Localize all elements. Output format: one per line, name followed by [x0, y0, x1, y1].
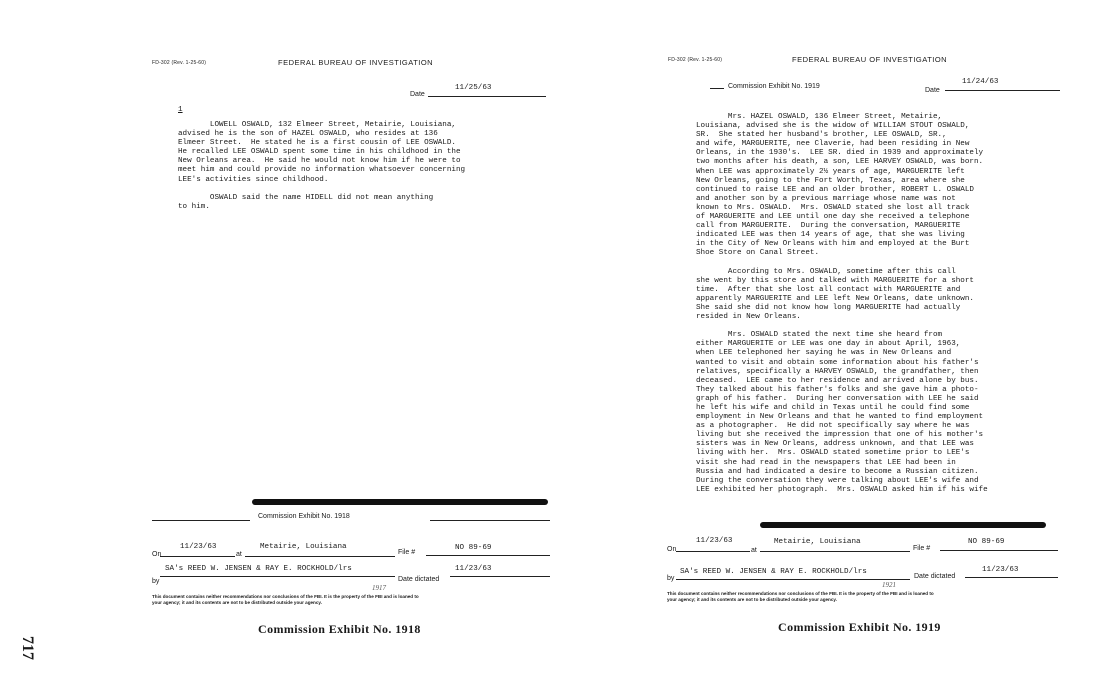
- exhibit-bar: [760, 522, 1046, 528]
- exhibit-rule-right: [430, 520, 550, 521]
- at-rule: [760, 551, 910, 552]
- by-label: by: [152, 578, 160, 585]
- file-number: NO 89-69: [455, 544, 492, 552]
- date-rule: [428, 96, 546, 97]
- form-number: FD-302 (Rev. 1-25-60): [668, 57, 723, 63]
- dictated-rule: [450, 576, 550, 577]
- disclaimer: This document contains neither recommendations nor conclusions of the FBI. It is the property of the FBI and is loaned to your agency; it and its contents are not to be distributed outside your agency.: [152, 594, 419, 605]
- report-body: LOWELL OSWALD, 132 Elmeer Street, Metairie, Louisiana, advised he is the son of HAZEL OSWALD, who resides at 136 Elmeer Street. He stated he is a first cousin of LEE OSWALD. He recalled LEE OSWALD spent some time in his childhood in the New Orleans area. He said he would not know him if he were to meet him and could provide no information whatsoever concerning LEE's activities since childhood. OSWALD said the name HIDELL did not mean anything to him.: [178, 121, 466, 211]
- exhibit-bar: [252, 499, 548, 505]
- file-label: File #: [913, 545, 931, 552]
- interview-date: 11/23/63: [696, 537, 733, 545]
- dictated-date: 11/23/63: [455, 565, 492, 573]
- exhibit-top-label: Commission Exhibit No. 1919: [728, 83, 820, 90]
- date-label: Date: [410, 91, 425, 98]
- file-rule: [426, 555, 550, 556]
- by-label: by: [667, 575, 675, 582]
- on-label: On: [152, 551, 162, 558]
- on-label: On: [667, 546, 677, 553]
- handwritten-page-number: 1917: [372, 584, 386, 592]
- report-body: Mrs. HAZEL OSWALD, 136 Elmeer Street, Metairie, Louisiana, advised she is the widow of WILLIAM STOUT OSWALD, SR. She stated her husband's brother, LEE OSWALD, SR., and wife, MARGUERITE, nee Claverie, had been residing in New Orleans, in the 1930's. LEE SR. died in 1939 and approximately two months after his death, a son, LEE HARVEY OSWALD, was born. When LEE was approximately 2½ years of age, MARGUERITE left New Orleans, going to the Fort Worth, Texas, area where she continued to raise LEE and an older brother, ROBERT L. OSWALD and another son by a previous marriage whose name was not known to Mrs. OSWALD. Mrs. OSWALD stated she lost all track of MARGUERITE and LEE until one day she received a telephone call from MARGUERITE. During the conversation, MARGUERITE indicated LEE was then 14 years of age, that she was living in the City of New Orleans with him and employed at the Burt Shoe Store on Canal Street. According to Mrs. OSWALD, sometime after this call she went by this store and talked with MARGUERITE for a short time. After that she lost all contact with MARGUERITE and apparently MARGUERITE and LEE left New Orleans, date unknown. She said she did not know how long MARGUERITE had actually resided in New Orleans. Mrs. OSWALD stated the next time she heard from either MARGUERITE or LEE was one day in about April, 1963, when LEE telephoned her saying he was in New Orleans and wanted to visit and obtain some information about his father's relatives, specifically a HARVEY OSWALD, the grandfather, then deceased. LEE came to her residence and arrived alone by bus. They talked about his father's folks and she gave him a photo- graph of his father. During her conversation with LEE he said he left his wife and child in Texas until he could find some employment in New Orleans and that he wanted to find employment as a photographer. He did not specifically say where he was living but she received the impression that one of his mother's sisters was in New Orleans, address unknown, and that LEE was living with her. Mrs. OSWALD stated sometime prior to LEE's visit she had read in the newspapers that LEE had been in Russia and had indicated a desire to become a Russian citizen. During the conversation they were talking about LEE's wife and LEE exhibited her photograph. Mrs. OSWALD asked him if his wife: [696, 113, 988, 494]
- interview-date: 11/23/63: [180, 543, 217, 551]
- dictated-label: Date dictated: [914, 573, 956, 580]
- date-label: Date: [925, 87, 940, 94]
- on-rule: [676, 551, 750, 552]
- by-rule: [676, 579, 910, 580]
- on-rule: [160, 556, 235, 557]
- file-label: File #: [398, 549, 416, 556]
- form-number: FD-302 (Rev. 1-25-60): [152, 60, 207, 66]
- agents: SA's REED W. JENSEN & RAY E. ROCKHOLD/lrs: [680, 568, 867, 576]
- exhibit-rule-left: [152, 520, 250, 521]
- dictated-label: Date dictated: [398, 576, 440, 583]
- exhibit-top-rule: [710, 88, 724, 89]
- exhibit-caption: Commission Exhibit No. 1919: [778, 620, 941, 634]
- interview-location: Metairie, Louisiana: [260, 543, 347, 551]
- exhibit-label: Commission Exhibit No. 1918: [258, 513, 350, 520]
- agency-header: FEDERAL BUREAU OF INVESTIGATION: [792, 55, 948, 64]
- file-rule: [940, 550, 1058, 551]
- exhibit-caption: Commission Exhibit No. 1918: [258, 622, 421, 636]
- dictated-date: 11/23/63: [982, 566, 1019, 574]
- interview-location: Metairie, Louisiana: [774, 538, 861, 546]
- file-number: NO 89-69: [968, 538, 1005, 546]
- report-date: 11/24/63: [962, 78, 999, 86]
- at-rule: [245, 556, 395, 557]
- disclaimer: This document contains neither recommendations nor conclusions of the FBI. It is the property of the FBI and is loaned to your agency; it and its contents are not to be distributed outside your agency.: [667, 591, 934, 602]
- agents: SA's REED W. JENSEN & RAY E. ROCKHOLD/lrs: [165, 565, 352, 573]
- volume-page-number: 717: [19, 636, 36, 660]
- at-label: at: [236, 551, 242, 558]
- report-date: 11/25/63: [455, 84, 492, 92]
- agency-header: FEDERAL BUREAU OF INVESTIGATION: [278, 58, 434, 67]
- dictated-rule: [965, 577, 1058, 578]
- at-label: at: [751, 547, 757, 554]
- handwritten-page-number: 1921: [882, 581, 896, 589]
- page-number-mark: 1: [178, 106, 183, 114]
- date-rule: [945, 90, 1060, 91]
- by-rule: [160, 576, 395, 577]
